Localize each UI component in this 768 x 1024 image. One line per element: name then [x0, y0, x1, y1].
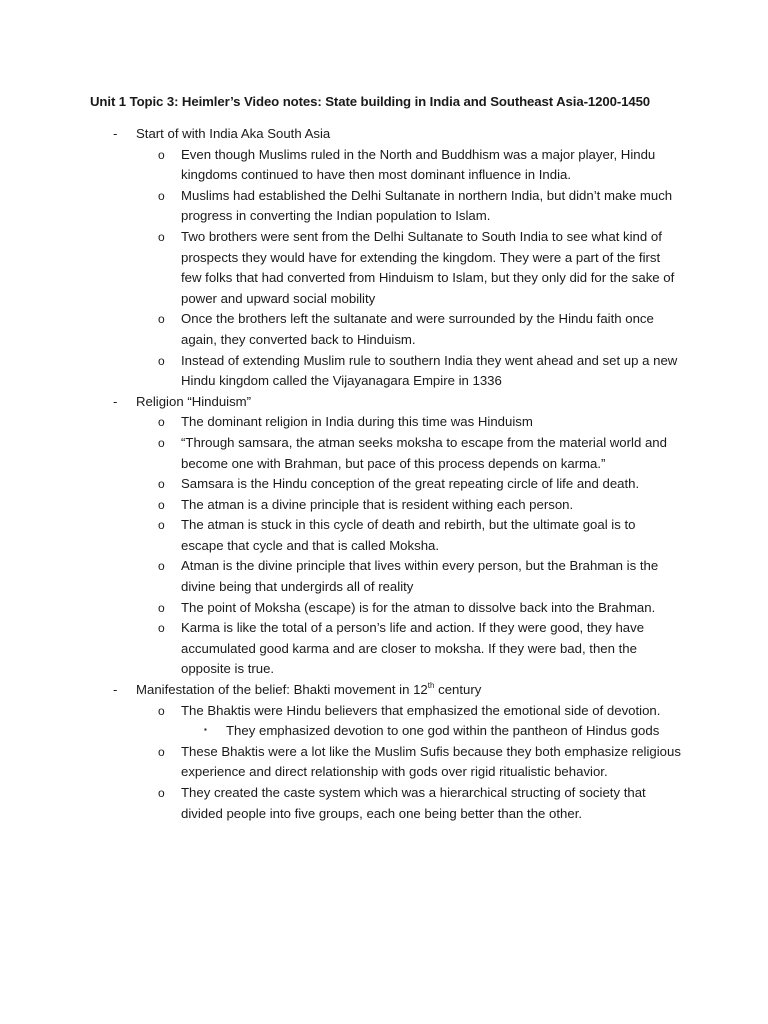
list-item-text: Even though Muslims ruled in the North and Buddhism was a major player, Hindu kingdoms continued to have then most dominant influence in India. [181, 146, 656, 183]
list-item-text: Karma is like the total of a person’s life and action. If they were good, they have accumulated good karma and are closer to moksha. If they were bad, then the opposite is true. [181, 620, 645, 677]
circle-bullet-icon: o [158, 312, 165, 327]
list-item [0, 412, 768, 433]
section-heading: Start of with India Aka South Asia [136, 126, 331, 141]
circle-bullet-icon: o [158, 435, 165, 450]
list-item [0, 309, 768, 350]
list-item-text: The dominant religion in India during this time was Hinduism [181, 414, 533, 430]
circle-bullet-icon: o [158, 559, 165, 574]
notes-outline [0, 124, 768, 824]
list-item-text: Samsara is the Hindu conception of the great repeating circle of life and death. [181, 476, 640, 492]
dash-bullet-icon: - [113, 682, 118, 698]
circle-bullet-icon: o [158, 229, 165, 244]
section-heading [136, 680, 696, 701]
list-item [0, 556, 768, 597]
section-bhakti-movement [0, 680, 768, 701]
section-heading-suffix: century [434, 682, 482, 698]
list-item [0, 701, 768, 722]
list-item [0, 515, 768, 556]
list-item-text: The point of Moksha (escape) is for the atman to dissolve back into the Brahman. [181, 599, 656, 615]
list-item [0, 474, 768, 495]
section-india-south-asia [0, 124, 768, 145]
list-item-text: Atman is the divine principle that lives within every person, but the Brahman is the divine being that undergirds all of reality [181, 558, 659, 595]
circle-bullet-icon: o [158, 147, 165, 162]
list-item [0, 618, 768, 680]
list-item-text: The atman is a divine principle that is resident withing each person. [181, 496, 574, 512]
ordinal-superscript: th [427, 681, 435, 691]
circle-bullet-icon: o [158, 703, 165, 718]
circle-bullet-icon: o [158, 600, 165, 615]
list-item-text: Two brothers were sent from the Delhi Sultanate to South India to see what kind of prospects they would have for extending the kingdom. They were a part of the first few folks that had converted from Hinduism to Islam, but they only did for the sake of power and upward social mobility [181, 228, 675, 306]
list-item [0, 433, 768, 474]
list-item [0, 227, 768, 309]
list-item-text: They created the caste system which was a hierarchical structing of society that divided people into five groups, each one being better than the other. [181, 785, 646, 821]
circle-bullet-icon: o [158, 497, 165, 512]
list-item-text: “Through samsara, the atman seeks moksha to escape from the material world and become one with Brahman, but pace of this process depends on karma.” [181, 434, 667, 471]
list-item [0, 742, 768, 783]
circle-bullet-icon: o [158, 188, 165, 203]
square-bullet-icon: ▪ [204, 725, 207, 735]
list-item [0, 598, 768, 619]
circle-bullet-icon: o [158, 621, 165, 636]
dash-bullet-icon: - [113, 126, 118, 141]
circle-bullet-icon: o [158, 786, 165, 800]
circle-bullet-icon: o [158, 353, 165, 368]
circle-bullet-icon: o [158, 415, 165, 430]
dash-bullet-icon: - [113, 393, 118, 409]
list-item-text: These Bhaktis were a lot like the Muslim Sufis because they both emphasize religious experience and direct relationship with gods over rigid ritualistic behavior. [181, 743, 681, 780]
list-item [0, 145, 768, 186]
section-heading-prefix: Manifestation of the belief: Bhakti movement in 12 [136, 682, 428, 698]
list-item-text: The atman is stuck in this cycle of death and rebirth, but the ultimate goal is to escape that cycle and that is called Moksha. [181, 517, 636, 553]
list-item [0, 186, 768, 227]
list-item [0, 495, 768, 516]
sub-list-item-text: They emphasized devotion to one god within the pantheon of Hindus gods [226, 723, 660, 739]
circle-bullet-icon: o [158, 477, 165, 492]
list-item-text: Instead of extending Muslim rule to southern India they went ahead and set up a new Hindu kingdom called the Vijayanagara Empire in 1336 [181, 352, 678, 389]
list-item-text: Muslims had established the Delhi Sultanate in northern India, but didn’t make much progress in converting the Indian population to Islam. [181, 187, 673, 224]
sub-list-item [0, 721, 768, 742]
list-item [0, 783, 768, 824]
document-title: Unit 1 Topic 3: Heimler’s Video notes: State building in India and Southeast Asia-1200-1450 [90, 94, 651, 109]
list-item-text: The Bhaktis were Hindu believers that emphasized the emotional side of devotion. [181, 702, 661, 718]
circle-bullet-icon: o [158, 744, 165, 759]
circle-bullet-icon: o [158, 518, 165, 533]
section-religion-hinduism [0, 392, 768, 413]
list-item-text: Once the brothers left the sultanate and were surrounded by the Hindu faith once again, they converted back to Hinduism. [181, 311, 654, 347]
section-heading: Religion “Hinduism” [136, 393, 252, 409]
list-item [0, 351, 768, 392]
